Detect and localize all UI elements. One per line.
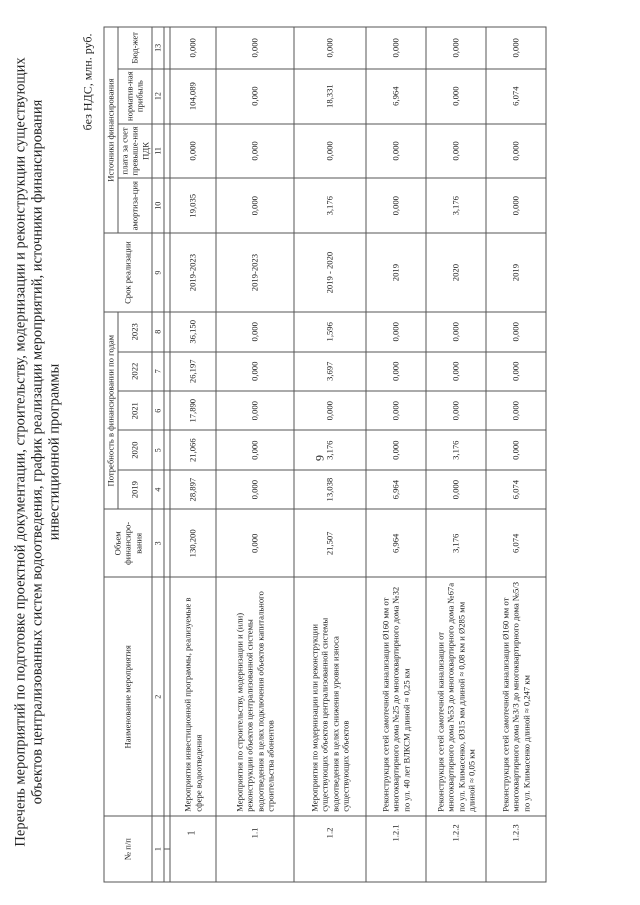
header-profit: норматив-ная прибыль — [118, 69, 153, 124]
title-line-2: объектов централизованных систем водоотведения, график реализации мероприятий, источники финансирования — [29, 99, 46, 805]
row-budget: 0,000 — [216, 27, 294, 69]
row-2019: 0,000 — [216, 470, 294, 509]
row-amort: 0,000 — [486, 178, 546, 233]
row-amort: 0,000 — [216, 178, 294, 233]
row-name: Реконструкция сетей самотечной канализации от многоквартирного дома №53 до многоквартирного дома №67а по ул. Климасенко, Ø315 мм длиной ≈ 0,08 км и Ø285 мм длиной ≈ 0,05 км — [426, 577, 486, 816]
row-amort: 3,176 — [294, 178, 366, 233]
header-year: 2021 — [118, 391, 153, 430]
header-budget: Бюд-жет — [118, 27, 153, 69]
row-2023: 0,000 — [486, 312, 546, 352]
row-profit: 6,964 — [366, 69, 426, 124]
table-row — [366, 27, 426, 882]
column-number: 4 — [152, 470, 164, 509]
row-2023: 36,150 — [170, 312, 216, 352]
row-profit: 0,000 — [216, 69, 294, 124]
row-2022: 0,000 — [216, 352, 294, 391]
row-amort: 3,176 — [426, 178, 486, 233]
row-2019: 6,964 — [366, 470, 426, 509]
table-row — [486, 27, 546, 882]
header-sources-group: Источники финансирования — [104, 27, 118, 233]
column-number: 9 — [152, 233, 164, 312]
column-number: 5 — [152, 430, 164, 469]
page-number: 9 — [312, 455, 327, 461]
row-volume: 21,507 — [294, 509, 366, 577]
row-num: 1.2.3 — [486, 816, 546, 849]
header-fee: плата за счет превыше-ния ПДК — [118, 124, 153, 179]
row-num: 1.2.1 — [366, 816, 426, 849]
row-fee: 0,000 — [366, 124, 426, 179]
header-year: 2020 — [118, 430, 153, 469]
unit-note: без НДС, млн. руб. — [80, 33, 95, 131]
row-profit: 0,000 — [426, 69, 486, 124]
row-volume: 6,074 — [486, 509, 546, 577]
row-amort: 19,035 — [170, 178, 216, 233]
row-num: 1.2.2 — [426, 816, 486, 849]
row-fee: 0,000 — [486, 124, 546, 179]
row-budget: 0,000 — [486, 27, 546, 69]
column-number-row — [152, 27, 164, 882]
row-2022: 0,000 — [366, 352, 426, 391]
row-2020: 0,000 — [216, 430, 294, 469]
column-number: 7 — [152, 352, 164, 391]
row-period: 2019 - 2020 — [294, 233, 366, 312]
row-2022: 0,000 — [426, 352, 486, 391]
row-2021: 0,000 — [486, 391, 546, 430]
row-name: Мероприятия по строительству, модернизации и (или) реконструкции объектов централизованной системы водоотведения в целях подключения объектов капитального строительства абонентов — [216, 577, 294, 816]
row-profit: 6,074 — [486, 69, 546, 124]
header-row-1 — [104, 27, 118, 882]
column-number: 11 — [152, 124, 164, 179]
row-2021: 17,890 — [170, 391, 216, 430]
column-number: 12 — [152, 69, 164, 124]
row-budget: 0,000 — [294, 27, 366, 69]
row-fee: 0,000 — [216, 124, 294, 179]
row-budget: 0,000 — [170, 27, 216, 69]
header-need-group: Потребность в финансировании по годам — [104, 312, 118, 509]
table-row — [216, 27, 294, 882]
row-amort: 0,000 — [366, 178, 426, 233]
title-line-1: Перечень мероприятий по подготовке проектной документации, строительству, модернизации и реконструкции существующих — [12, 57, 29, 847]
row-2021: 0,000 — [366, 391, 426, 430]
header-volume: Объем финансиро-вания — [104, 509, 152, 577]
table-row — [294, 27, 366, 882]
rotated-page — [1, 0, 640, 905]
row-2019: 6,074 — [486, 470, 546, 509]
row-2023: 0,000 — [426, 312, 486, 352]
row-fee: 0,000 — [294, 124, 366, 179]
row-2020: 21,066 — [170, 430, 216, 469]
row-2020: 3,176 — [426, 430, 486, 469]
row-2019: 13,038 — [294, 470, 366, 509]
row-2020: 0,000 — [486, 430, 546, 469]
row-name: Реконструкция сетей самотечной канализации Ø160 мм от многоквартирного дома №3/3 до многоквартирного дома №5/3 по ул. Климасенко длиной ≈ 0,247 км — [486, 577, 546, 816]
row-2023: 0,000 — [366, 312, 426, 352]
column-number: 6 — [152, 391, 164, 430]
column-number: 8 — [152, 312, 164, 352]
row-num: 1 — [170, 816, 216, 849]
row-period: 2019 — [486, 233, 546, 312]
row-profit: 104,089 — [170, 69, 216, 124]
column-number: 13 — [152, 27, 164, 69]
table-row — [170, 27, 216, 882]
row-period: 2019-2023 — [170, 233, 216, 312]
row-period: 2020 — [426, 233, 486, 312]
measures-table — [104, 27, 547, 883]
row-name: Реконструкция сетей самотечной канализации Ø160 мм от многоквартирного дома №25 до многоквартирного дома №32 по ул. 40 лет ВЛКСМ длиной ≈ 0,25 км — [366, 577, 426, 816]
row-budget: 0,000 — [366, 27, 426, 69]
row-profit: 18,331 — [294, 69, 366, 124]
header-period: Срок реализации — [104, 233, 152, 312]
row-volume: 3,176 — [426, 509, 486, 577]
title-line-3: инвестиционной программы — [46, 363, 63, 541]
table-row — [426, 27, 486, 882]
row-2019: 0,000 — [426, 470, 486, 509]
header-year: 2022 — [118, 352, 153, 391]
row-num: 1.2 — [294, 816, 366, 849]
row-2019: 28,897 — [170, 470, 216, 509]
row-period: 2019-2023 — [216, 233, 294, 312]
row-name: Мероприятия по модернизации или реконструкции существующих объектов централизованной системы водоотведения в целях снижения уровня износа существующих объектов — [294, 577, 366, 816]
row-budget: 0,000 — [426, 27, 486, 69]
row-2020: 3,176 — [294, 430, 366, 469]
document-title — [13, 0, 64, 905]
row-2023: 0,000 — [216, 312, 294, 352]
header-year: 2023 — [118, 312, 153, 352]
row-2022: 0,000 — [486, 352, 546, 391]
row-name: Мероприятия инвестиционной программы, реализуемые в сфере водоотведения — [170, 577, 216, 816]
header-num: № п/п — [104, 816, 152, 882]
row-volume: 0,000 — [216, 509, 294, 577]
row-2020: 0,000 — [366, 430, 426, 469]
column-number: 10 — [152, 178, 164, 233]
column-number: 3 — [152, 509, 164, 577]
row-2023: 1,596 — [294, 312, 366, 352]
row-2021: 0,000 — [426, 391, 486, 430]
column-number: 2 — [152, 577, 164, 816]
row-num: 1.1 — [216, 816, 294, 849]
row-fee: 0,000 — [426, 124, 486, 179]
row-period: 2019 — [366, 233, 426, 312]
row-volume: 130,200 — [170, 509, 216, 577]
row-fee: 0,000 — [170, 124, 216, 179]
row-2021: 0,000 — [294, 391, 366, 430]
row-2022: 26,197 — [170, 352, 216, 391]
column-number: 1 — [152, 816, 164, 882]
row-2022: 3,697 — [294, 352, 366, 391]
header-amort: амортиза-ция — [118, 178, 153, 233]
row-volume: 6,964 — [366, 509, 426, 577]
header-name: Наименование мероприятия — [104, 577, 152, 816]
header-year: 2019 — [118, 470, 153, 509]
row-2021: 0,000 — [216, 391, 294, 430]
